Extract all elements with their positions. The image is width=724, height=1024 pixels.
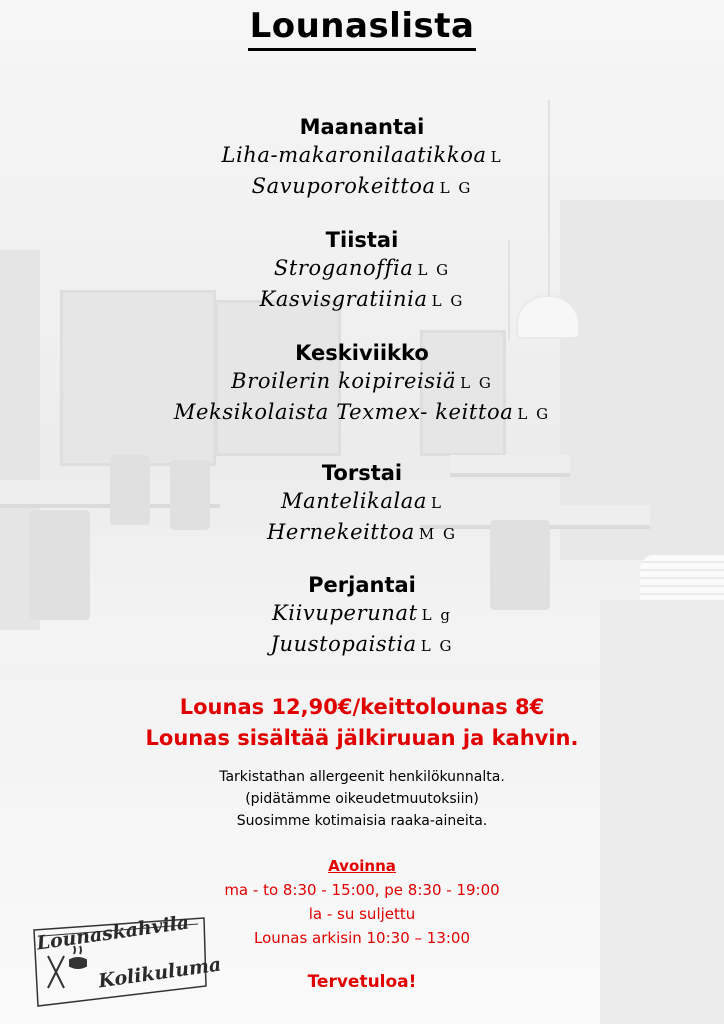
diet-tag: L G	[420, 637, 454, 655]
price-line: Lounas 12,90€/keittolounas 8€	[179, 695, 545, 719]
diet-tag: L G	[431, 292, 465, 310]
day-heading: Keskiviikko	[295, 341, 429, 365]
diet-tag: L G	[460, 374, 493, 392]
price-includes-line: Lounas sisältää jälkiruuan ja kahvin.	[145, 726, 579, 750]
hours-lunch: Lounas arkisin 10:30 – 13:00	[253, 929, 471, 947]
diet-tag: L g	[421, 606, 452, 624]
allergen-note: Tarkistathan allergeenit henkilökunnalta.	[219, 769, 505, 785]
logo-name-line1: Lounaskahvila	[35, 911, 191, 955]
diet-tag: L	[490, 148, 503, 166]
dish: Broilerin koipireisiä L G	[231, 369, 493, 393]
page-title: Lounaslista	[0, 6, 724, 46]
diet-tag: L	[431, 494, 444, 512]
disclaimer-note: (pidätämme oikeudetmuutoksiin)	[245, 791, 479, 807]
dish: Kiivuperunat L g	[272, 601, 452, 625]
dish: Mantelikalaa L	[280, 489, 444, 513]
domestic-note: Suosimme kotimaisia raaka-aineita.	[236, 813, 488, 829]
day-block-friday	[0, 571, 724, 661]
diet-tag: L G	[517, 405, 551, 423]
diet-tag: L G	[417, 261, 451, 279]
opening-hours-heading: Avoinna	[328, 857, 396, 875]
diet-tag: L G	[439, 179, 473, 197]
hours-weekday: ma - to 8:30 - 15:00, pe 8:30 - 19:00	[224, 881, 500, 899]
day-block-wednesday	[0, 339, 724, 429]
cafe-logo	[28, 911, 223, 1008]
day-heading: Torstai	[321, 461, 403, 485]
diet-tag: M G	[418, 525, 457, 543]
day-block-thursday	[0, 459, 724, 549]
day-block-tuesday	[0, 226, 724, 316]
day-heading: Perjantai	[308, 573, 416, 597]
day-heading: Maanantai	[299, 115, 425, 139]
dish: Stroganoffia L G	[273, 256, 451, 280]
dish: Kasvisgratiinia L G	[259, 287, 465, 311]
logo-name-line2: Kolikuluma	[97, 953, 223, 993]
dish: Savuporokeittoa L G	[251, 174, 473, 198]
price-info	[0, 692, 724, 754]
hours-weekend: la - su suljettu	[308, 905, 416, 923]
day-block-monday	[0, 113, 724, 203]
dish: Hernekeittoa M G	[267, 520, 457, 544]
day-heading: Tiistai	[325, 228, 399, 252]
dish: Juustopaistia L G	[270, 632, 454, 656]
welcome-text: Tervetuloa!	[307, 972, 417, 992]
dish: Liha-makaronilaatikkoa L	[221, 143, 503, 167]
notes	[0, 766, 724, 832]
dish: Meksikolaista Texmex- keittoa L G	[173, 400, 551, 424]
